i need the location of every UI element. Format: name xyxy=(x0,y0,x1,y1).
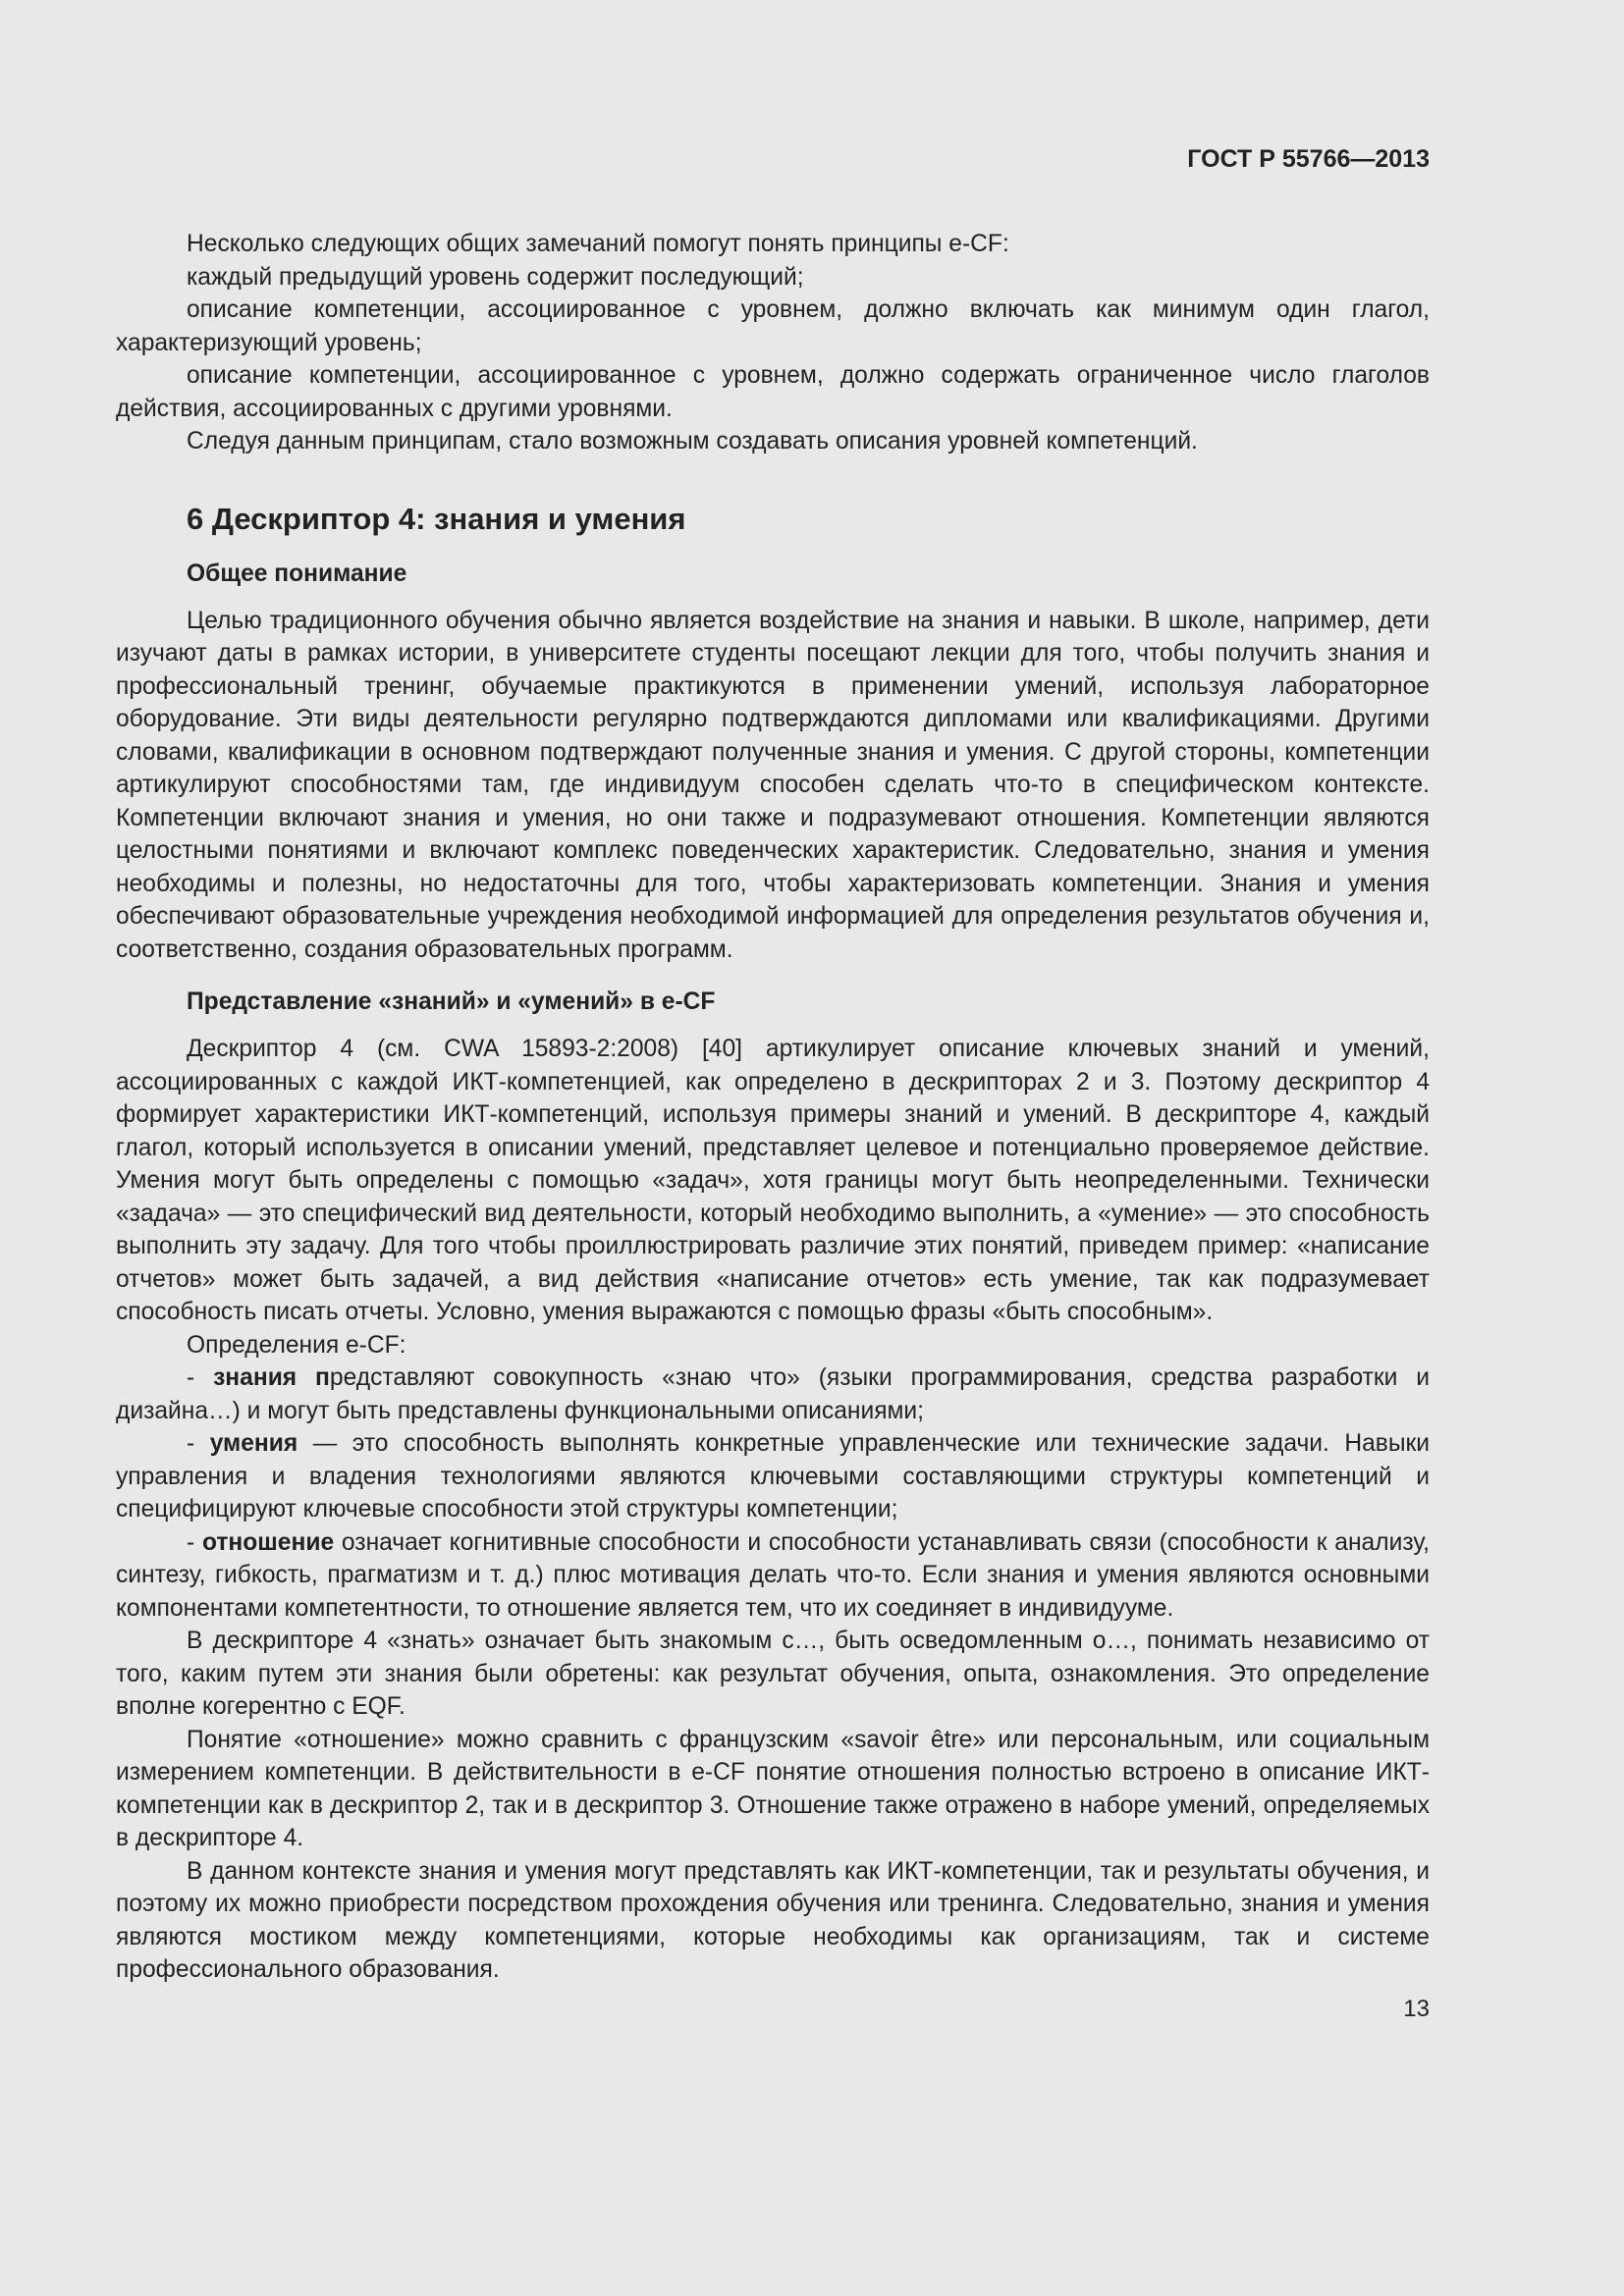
intro-paragraph: описание компетенции, ассоциированное с уровнем, должно содержать ограниченное число глаголов действия, ассоциированных с другими уровнями. xyxy=(116,362,1430,422)
definition-text: — это способность выполнять конкретные управленческие или технические задачи. Навыки управления и владения технологиями являются ключевыми составляющими структуры компетенций и специфицируют ключевые способности этой структуры компетенции; xyxy=(116,1430,1431,1522)
definition-item-attitude xyxy=(116,1526,1430,1626)
definition-item-knowledge xyxy=(116,1362,1430,1427)
intro-paragraph: описание компетенции, ассоциированное с уровнем, должно включать как минимум один глагол, характеризующий уровень; xyxy=(116,296,1430,356)
body-paragraph: Дескриптор 4 (см. CWA 15893-2:2008) [40] артикулирует описание ключевых знаний и умений, ассоциированных с каждой ИКТ-компетенцией, как определено в дескрипторах 2 и 3. Поэтому дескриптор 4 формирует характеристики ИКТ-компетенций, используя примеры знаний и умений. В дескрипторе 4, каждый глагол, который используется в описании умений, представляет целевое и потенциально проверяемое действие. Умения могут быть определены с помощью «задач», хотя границы могут быть неопределенными. Технически «задача» — это специфический вид деятельности, который необходимо выполнить, а «умение» — это способность выполнить эту задачу. Для того чтобы проиллюстрировать различие этих понятий, приведем пример: «написание отчетов» может быть задачей, а вид действия «написание отчетов» есть умение, так как подразумевает способность писать отчеты. Условно, умения выражаются с помощью фразы «быть способным». xyxy=(116,1036,1430,1325)
item-dash: - xyxy=(187,1430,210,1457)
subsection-heading-general: Общее понимание xyxy=(187,560,407,587)
term-knowledge: знания п xyxy=(213,1364,330,1391)
intro-paragraph: каждый предыдущий уровень содержит последующий; xyxy=(187,263,804,291)
intro-paragraph: Несколько следующих общих замечаний помогут понять принципы e-CF: xyxy=(187,231,1009,257)
body-paragraph: Понятие «отношение» можно сравнить с французским «savoir être» или персональным, или социальным измерением компетенции. В действительности в e-CF понятие отношения полностью встроено в описание ИКТ-компетенции как в дескриптор 2, так и в дескриптор 3. Отношение также отражено в наборе умений, определяемых в дескрипторе 4. xyxy=(116,1726,1430,1851)
term-attitude: отношение xyxy=(201,1528,335,1556)
page-number: 13 xyxy=(1403,1995,1430,2022)
document-page xyxy=(116,142,1430,2026)
definition-text: редставляют совокупность «знаю что» (языки программирования, средства разработки и дизайна…) и могут быть представлены функциональными описаниями; xyxy=(116,1364,1430,1424)
subsection-heading-representation: Представление «знаний» и «умений» в e-CF xyxy=(187,988,716,1015)
item-dash: - xyxy=(187,1364,214,1391)
definition-text: означает когнитивные способности и способности устанавливать связи (способности к анализу, синтезу, гибкость, прагматизм и т. д.) плюс мотивация делать что-то. Если знания и умения являются основными компонентами компетентности, то отношение является тем, что их соединяет в индивидууме. xyxy=(116,1528,1430,1622)
body-paragraph: В дескрипторе 4 «знать» означает быть знакомым с…, быть осведомленным о…, понимать независимо от того, каким путем эти знания были обретены: как результат обучения, опыта, ознакомления. Это определение вполне когерентно с EQF. xyxy=(116,1628,1430,1720)
body-paragraph: Определения e-CF: xyxy=(187,1331,406,1359)
document-id-header: ГОСТ Р 55766—2013 xyxy=(1187,145,1430,173)
term-skills: умения xyxy=(209,1430,298,1457)
body-paragraph: Целью традиционного обучения обычно является воздействие на знания и навыки. В школе, например, дети изучают даты в рамках истории, в университете студенты посещают лекции для того, чтобы получить знания и профессиональный тренинг, обучаемые практикуются в применении умений, используя лабораторное оборудование. Эти виды деятельности регулярно подтверждаются дипломами или квалификациями. Другими словами, квалификации в основном подтверждают полученные знания и умения. С другой стороны, компетенции артикулируют способностями там, где индивидуум способен сделать что-то в специфическом контексте. Компетенции включают знания и умения, но они также и подразумевают отношения. Компетенции являются целостными понятиями и включают комплекс поведенческих характеристик. Следовательно, знания и умения необходимы и полезны, но недостаточны для того, чтобы характеризовать компетенции. Знания и умения обеспечивают образовательные учреждения необходимой информацией для определения результатов обучения и, соответственно, создания образовательных программ. xyxy=(116,607,1430,963)
intro-block xyxy=(116,228,1430,458)
body-paragraph: В данном контексте знания и умения могут представлять как ИКТ-компетенции, так и результаты обучения, и поэтому их можно приобрести посредством прохождения обучения или тренинга. Следовательно, знания и умения являются мостиком между компетенциями, которые необходимы как организациям, так и системе профессионального образования. xyxy=(116,1857,1430,1983)
item-dash: - xyxy=(187,1528,202,1556)
intro-paragraph: Следуя данным принципам, стало возможным создавать описания уровней компетенций. xyxy=(187,428,1198,454)
section-heading: 6 Дескриптор 4: знания и умения xyxy=(187,501,686,536)
definition-item-skills xyxy=(116,1427,1430,1526)
